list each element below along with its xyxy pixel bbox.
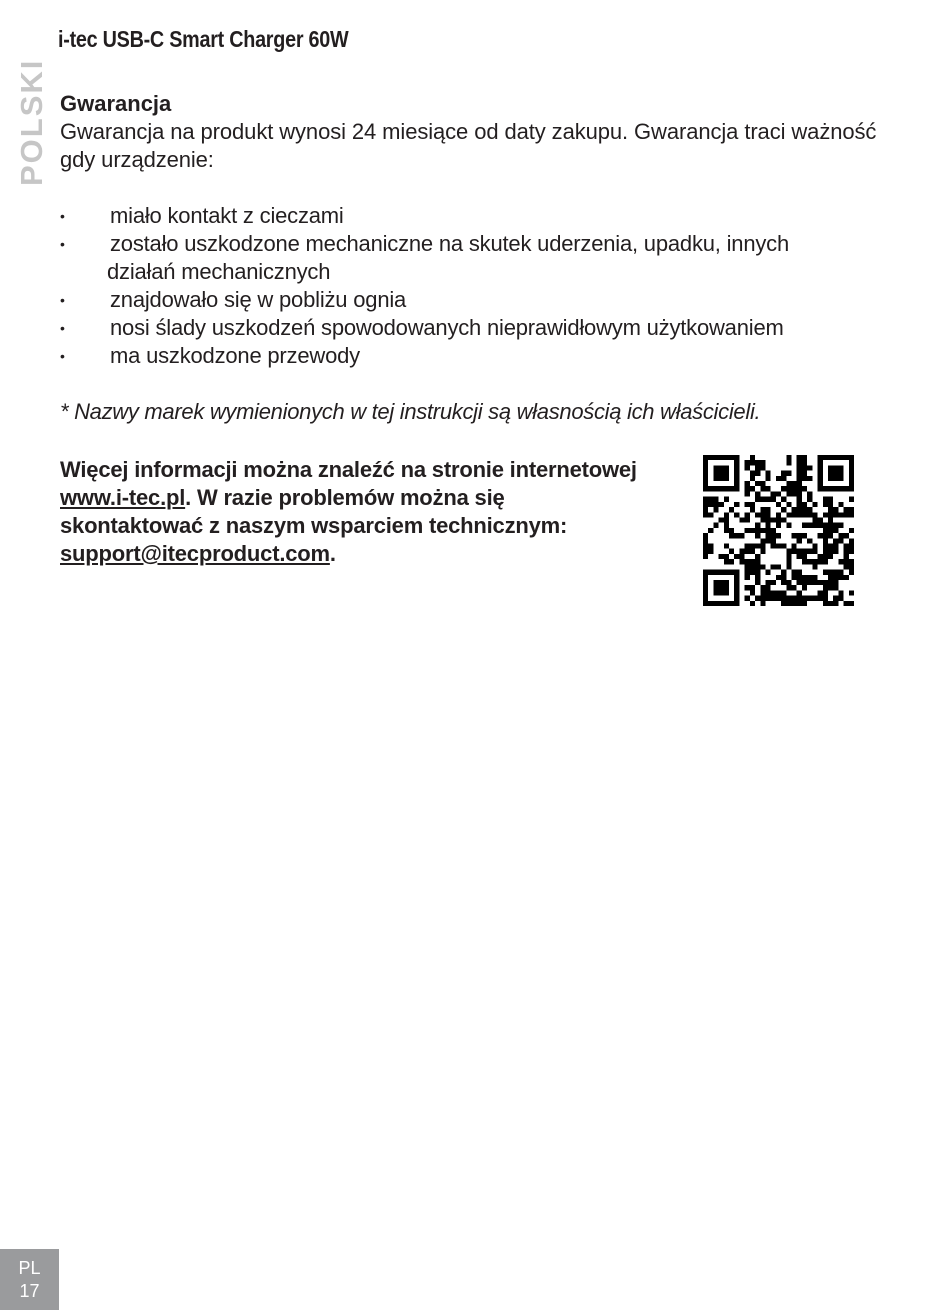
more-info-text-start: Więcej informacji można znaleźć na stronie internetowej [60, 457, 637, 482]
more-info-text-end: . [329, 541, 336, 566]
bullet-icon: • [60, 348, 65, 364]
bullet-icon: • [60, 292, 65, 308]
list-item [60, 230, 900, 286]
condition-text: znajdowało się w pobliżu ognia [110, 287, 407, 312]
warranty-heading: Gwarancja [60, 91, 172, 116]
warranty-conditions-list [60, 202, 900, 370]
list-item [60, 314, 900, 342]
bullet-icon: • [60, 208, 65, 224]
more-info-text-middle: . W razie problemów można się skontaktować z naszym wsparciem technicznym: [60, 485, 568, 538]
language-side-tab: POLSKI [14, 58, 49, 186]
condition-text: nosi ślady uszkodzeń spowodowanych nieprawidłowym użytkowaniem [110, 315, 784, 340]
condition-text-continuation: działań mechanicznych [107, 259, 331, 284]
bullet-icon: • [60, 236, 65, 252]
document-title: i-tec USB-C Smart Charger 60W [58, 26, 349, 52]
more-info-paragraph [60, 456, 640, 568]
page-number: 17 [19, 1281, 40, 1301]
condition-text: miało kontakt z cieczami [110, 203, 344, 228]
list-item [60, 286, 900, 314]
condition-text: zostało uszkodzone mechaniczne na skutek uderzenia, upadku, innych [110, 231, 790, 256]
page-badge [0, 1249, 59, 1310]
qr-code-icon [703, 455, 854, 606]
list-item [60, 342, 900, 370]
list-item [60, 202, 900, 230]
trademark-note: * Nazwy marek wymienionych w tej instrukcji są własnością ich właścicieli. [60, 399, 761, 424]
condition-text: ma uszkodzone przewody [110, 343, 360, 368]
main-content [60, 90, 900, 426]
bullet-icon: • [60, 320, 65, 336]
website-link[interactable]: www.i-tec.pl [60, 485, 186, 510]
warranty-text: Gwarancja na produkt wynosi 24 miesiące od daty zakupu. Gwarancja traci ważność gdy urządzenie: [60, 119, 877, 172]
support-email-link[interactable]: support@itecproduct.com [60, 541, 330, 566]
language-code: PL [18, 1258, 41, 1278]
